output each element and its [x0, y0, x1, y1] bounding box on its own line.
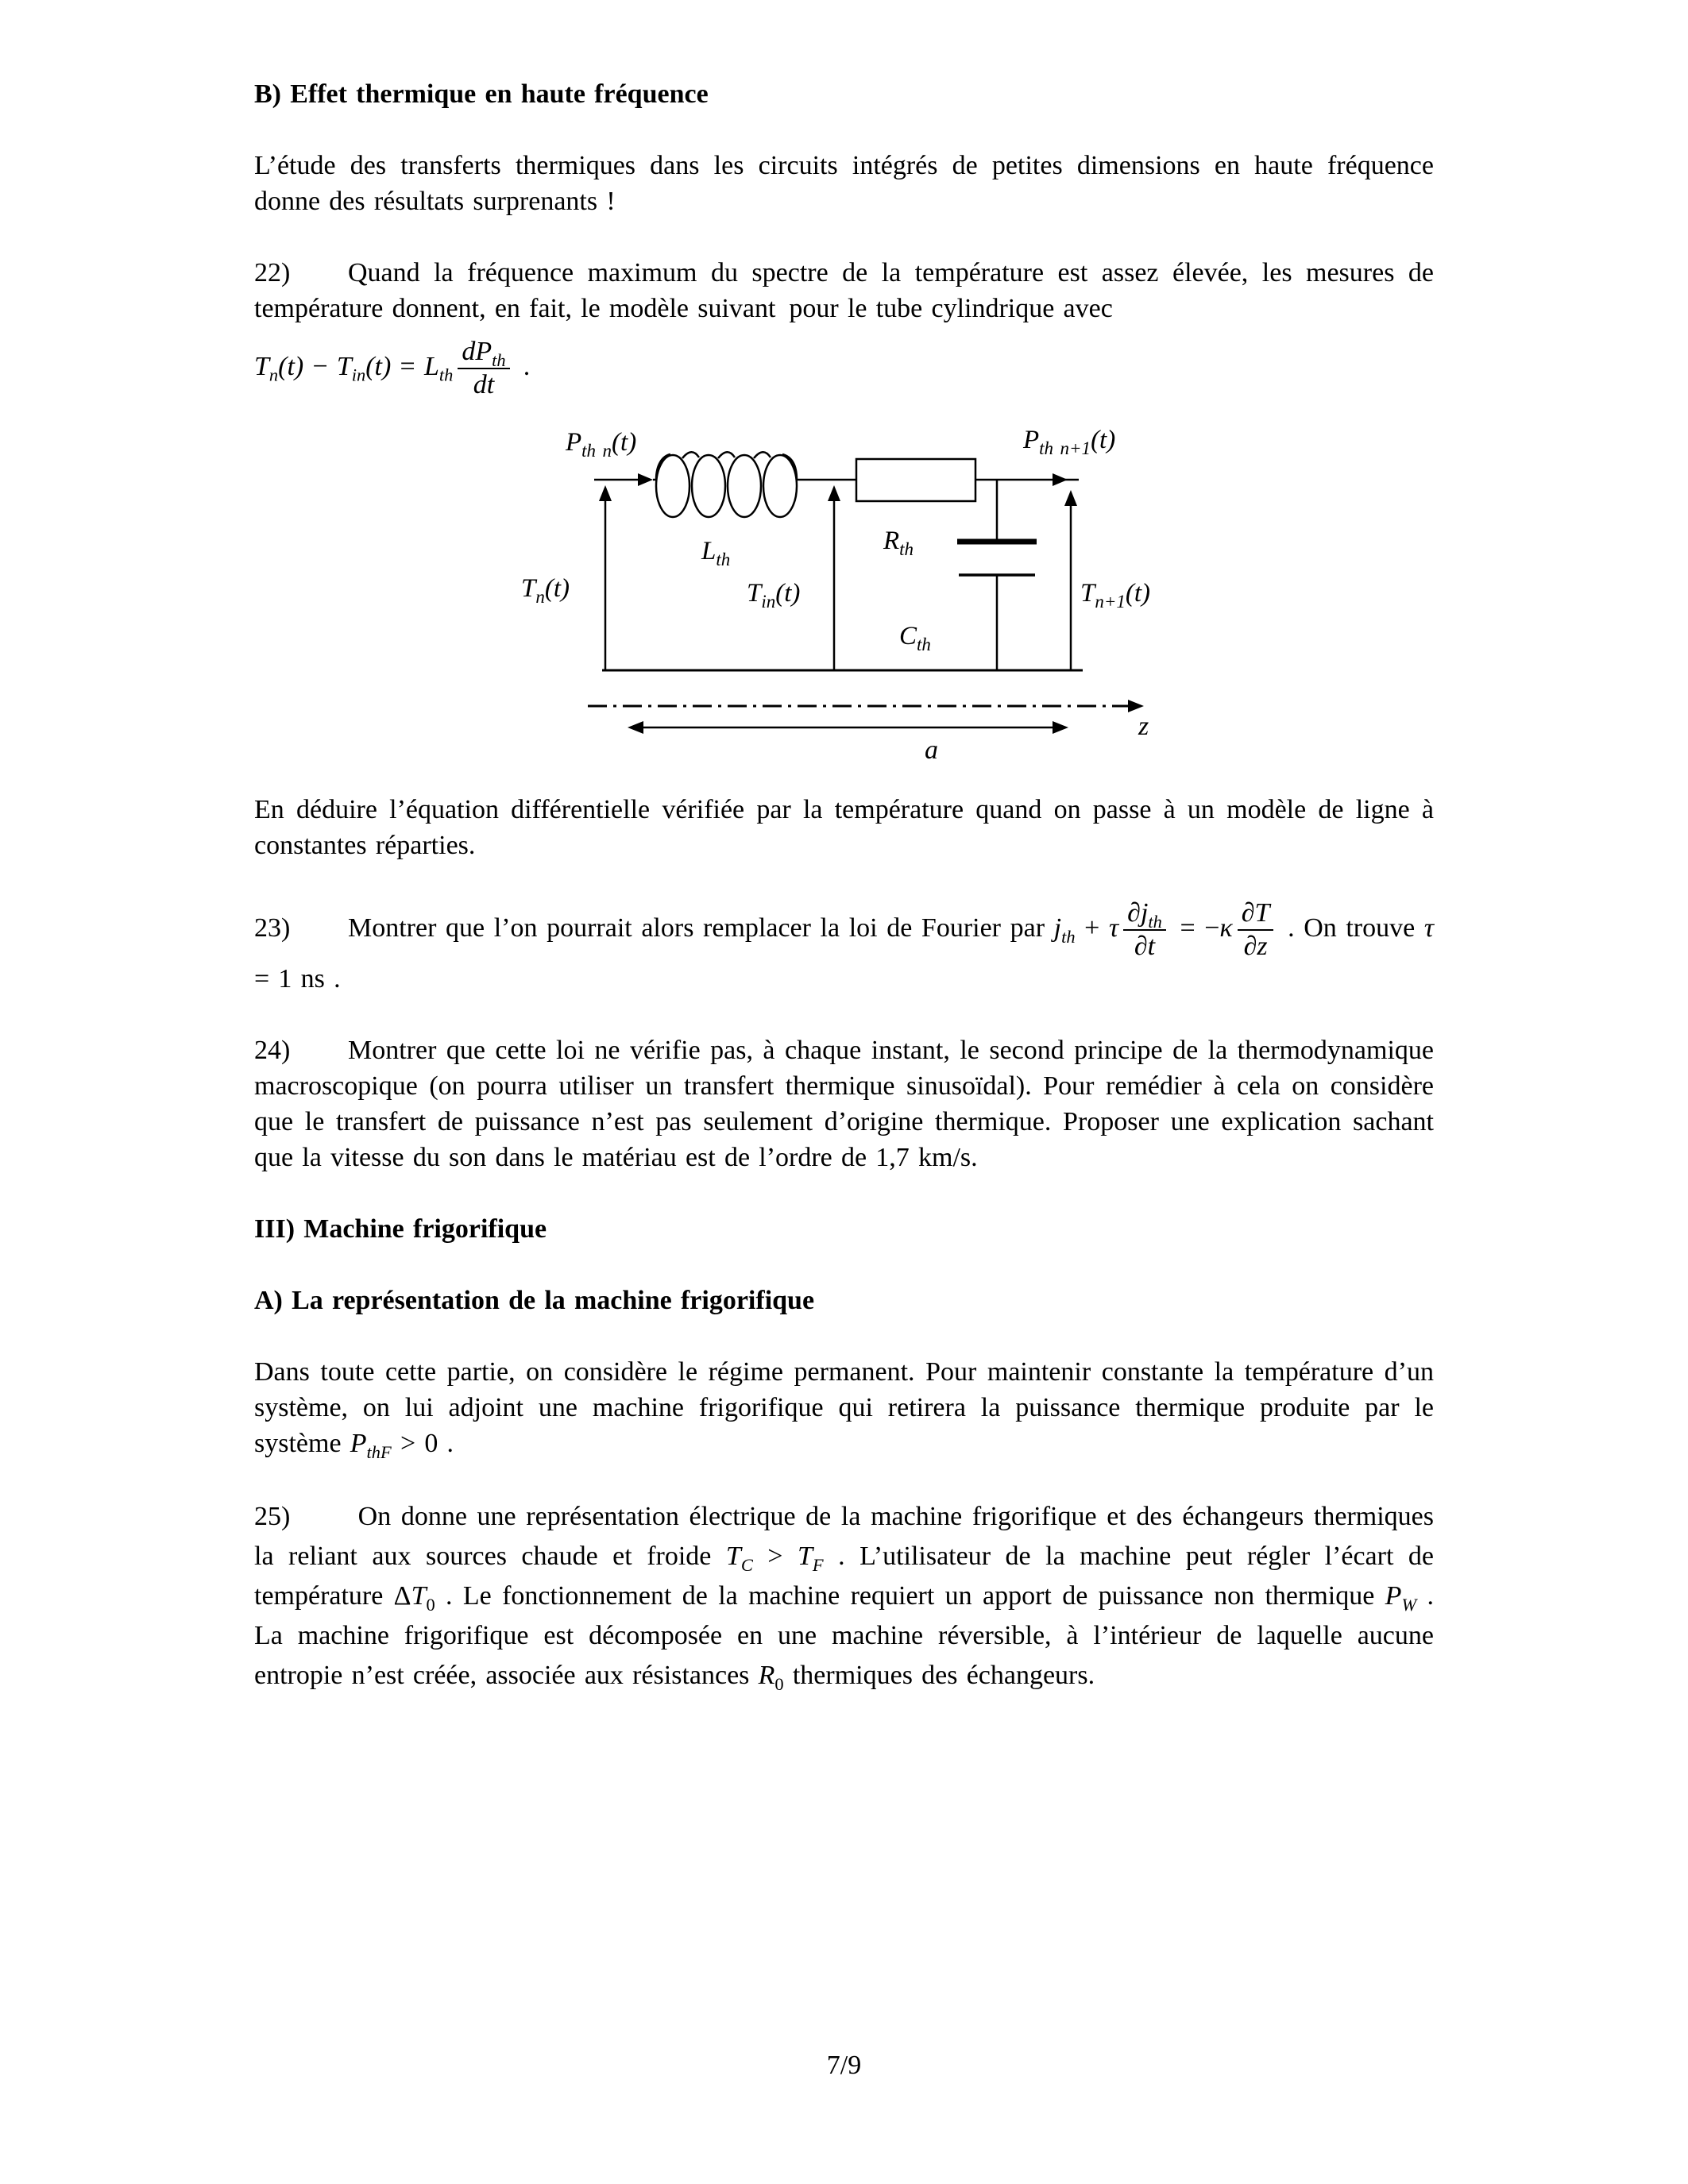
label-t-in: $T_{in}(t)$: [747, 579, 801, 612]
text-run: ∂j: [1127, 898, 1149, 928]
question-23: [254, 899, 1434, 997]
length-arrowhead-right: [1053, 721, 1068, 734]
resistor-symbol: [856, 459, 975, 501]
section-heading-b: B) Effet thermique en haute fréquence: [254, 79, 709, 109]
text-run: Dans toute cette partie, on considère le régime permanent. Pour maintenir constante la température d’un système, on lui adjoint une machine frigorifique qui retirera la puissance thermique produite par le système: [254, 1357, 1434, 1459]
label-a: a: [925, 735, 938, 766]
text-run: T: [336, 351, 352, 381]
subscript-text: th: [492, 349, 506, 370]
power-in-arrowhead: [638, 473, 653, 486]
question-25-number: 25): [254, 1502, 291, 1532]
question-22: [254, 255, 1434, 326]
circuit-diagram: [508, 412, 1176, 778]
subscript-text: C: [740, 1554, 753, 1575]
text-run: +: [1075, 913, 1109, 943]
subscript-text: 0: [774, 1673, 784, 1694]
t-n-arrowhead: [599, 485, 612, 501]
label-c-th: $C_{th}$: [899, 622, 931, 655]
question-24-number: 24): [254, 1036, 291, 1066]
text-run: κ: [1219, 913, 1233, 943]
text-run: ∂z: [1243, 932, 1268, 962]
label-p-th-n1: $P_{th n+1}(t)$: [1023, 426, 1116, 459]
text-run: P: [350, 1429, 367, 1459]
question-23-text: [254, 898, 1434, 994]
label-t-n: $T_n(t)$: [521, 574, 570, 608]
question-22-number: 22): [254, 258, 291, 287]
equation-22: [254, 338, 1434, 399]
length-arrowhead-left: [628, 721, 643, 734]
text-run: =: [391, 351, 424, 381]
subscript-text: th: [438, 365, 454, 385]
subscript-text: th: [1148, 911, 1162, 932]
question-24: [254, 1032, 1434, 1175]
inductor-symbol: [653, 452, 797, 517]
power-out-arrowhead: [1053, 473, 1068, 486]
subscript-text: thF: [366, 1441, 392, 1462]
text-run: T: [254, 351, 269, 381]
t-in-arrowhead: [828, 485, 840, 501]
text-run: Montrer que cette loi ne vérifie pas, à chaque instant, le second principe de la thermodynamique macroscopique (on pourra utiliser un transfert thermique sinusoïdal). Pour remédier à cela on considère que le transfert de puissance n’est pas seulement d’origine thermique. Proposer une explication sachant que la vitesse du son dans le matériau est de l’ordre de 1,7 km/s.: [254, 1036, 1434, 1173]
text-run: dt: [473, 370, 495, 400]
text-run: T: [411, 1581, 427, 1611]
subscript-text: F: [812, 1554, 824, 1575]
text-run: τ: [1108, 913, 1119, 943]
section-heading-a: A) La représentation de la machine frigorifique: [254, 1286, 815, 1316]
text-run: (t): [365, 351, 392, 381]
text-run: L: [423, 351, 439, 381]
text-run: = 1 ns .: [254, 964, 341, 994]
subscript-text: n: [268, 365, 279, 385]
text-run: .: [514, 351, 531, 381]
text-run: >: [752, 1542, 798, 1572]
text-run: . La machine frigorifique est décomposée en une machine réversible, à l’intérieur de laquelle aucune entropie n’est créée, associée aux résistances: [254, 1581, 1434, 1691]
text-run: thermiques des échangeurs.: [783, 1661, 1095, 1691]
t-n1-arrowhead: [1064, 490, 1077, 506]
page-number: 7/9: [826, 2051, 862, 2080]
text-run: −: [303, 351, 337, 381]
subscript-text: W: [1401, 1594, 1417, 1615]
question-22-text: Quand la fréquence maximum du spectre de la température est assez élevée, les mesures de température donnent, en fait, le modèle suivant pour le tube cylindrique avec: [254, 258, 1434, 323]
label-l-th: $L_{th}$: [701, 537, 731, 570]
text-run: P: [1385, 1581, 1402, 1611]
text-run: T: [797, 1542, 813, 1572]
text-run: j: [1053, 913, 1062, 943]
subscript-text: 0: [426, 1594, 435, 1615]
fraction: [1238, 899, 1274, 961]
text-run: Montrer que l’on pourrait alors remplacer la loi de Fourier par: [348, 913, 1054, 943]
z-axis-arrowhead: [1128, 700, 1144, 712]
text-run: . On trouve: [1278, 913, 1424, 943]
question-25: [254, 1497, 1434, 1696]
label-r-th: $R_{th}$: [883, 527, 914, 560]
text-run: . L’utilisateur de la machine peut régler l’écart de température Δ: [254, 1542, 1435, 1611]
label-z: z: [1138, 712, 1149, 742]
text-run: τ: [1423, 913, 1434, 943]
paragraph-deduire: En déduire l’équation différentielle vérifiée par la température quand on passe à un modèle de ligne à constantes réparties.: [254, 795, 1434, 861]
paragraph-regime: [254, 1354, 1434, 1461]
text-run: . Le fonctionnement de la machine requiert un apport de puissance non thermique: [435, 1581, 1385, 1611]
text-run: = −: [1170, 913, 1220, 943]
question-24-text: [254, 1036, 1434, 1172]
question-25-text: [254, 1502, 1435, 1694]
capacitor-symbol: [957, 480, 1037, 670]
text-run: ∂T: [1241, 898, 1270, 928]
text-run: (t): [278, 351, 304, 381]
text-run: dP: [462, 337, 492, 366]
text-run: ∂t: [1134, 932, 1156, 962]
subscript-text: in: [351, 365, 366, 385]
label-p-th-n: $P_{th n}(t)$: [566, 428, 637, 461]
paragraph-intro: L’étude des transferts thermiques dans les circuits intégrés de petites dimensions en haute fréquence donne des résultats surprenants !: [254, 151, 1434, 216]
text-run: T: [725, 1542, 741, 1572]
section-heading-iii: III) Machine frigorifique: [254, 1214, 547, 1244]
fraction: [458, 338, 509, 399]
text-run: R: [758, 1661, 775, 1691]
label-t-n1: $T_{n+1}(t)$: [1080, 579, 1151, 612]
subscript-text: th: [1061, 926, 1076, 947]
fraction: [1123, 899, 1166, 961]
text-run: On donne une représentation électrique de la machine frigorifique et des échangeurs thermiques la reliant aux sources chaude et froide: [254, 1502, 1434, 1572]
text-run: > 0 .: [391, 1429, 454, 1459]
question-23-number: 23): [254, 913, 291, 943]
